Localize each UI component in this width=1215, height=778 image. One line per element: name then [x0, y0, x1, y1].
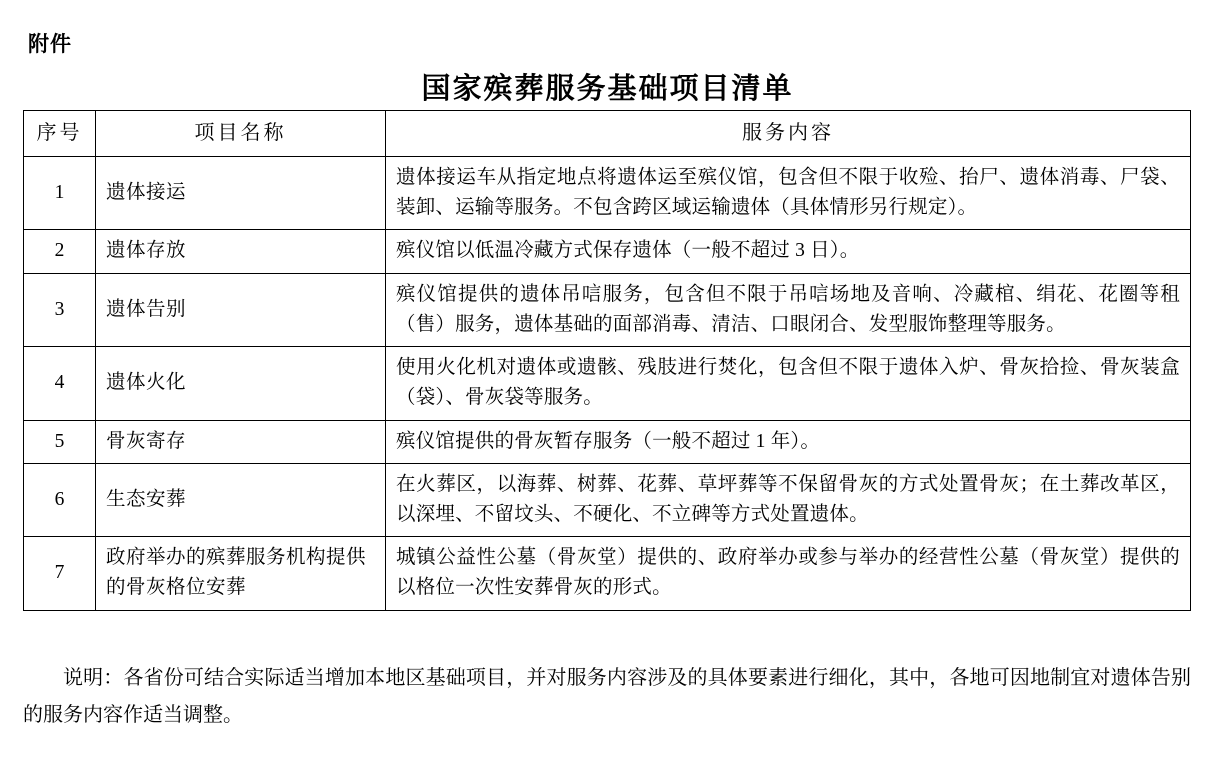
table-header-row: [24, 111, 1191, 157]
service-items-table: [23, 110, 1191, 611]
cell-no: 3: [24, 273, 96, 346]
page-title: 国家殡葬服务基础项目清单: [421, 73, 794, 105]
cell-name: 生态安葬: [96, 463, 386, 536]
cell-name: 遗体火化: [96, 347, 386, 420]
cell-desc: 殡仪馆提供的遗体吊唁服务，包含但不限于吊唁场地及音响、冷藏棺、绢花、花圈等租（售）服务，遗体基础的面部消毒、清洁、口眼闭合、发型服饰整理等服务。: [386, 273, 1191, 346]
table-row: [24, 230, 1191, 273]
cell-name: 遗体接运: [96, 157, 386, 230]
cell-name: 遗体告别: [96, 273, 386, 346]
table-row: [24, 420, 1191, 463]
cell-no: 6: [24, 463, 96, 536]
table-body: [24, 157, 1191, 611]
column-header-desc: 服务内容: [386, 111, 1191, 157]
column-header-no: 序号: [24, 111, 96, 157]
cell-no: 5: [24, 420, 96, 463]
cell-desc: 殡仪馆提供的骨灰暂存服务（一般不超过 1 年）。: [386, 420, 1191, 463]
cell-desc: 遗体接运车从指定地点将遗体运至殡仪馆，包含但不限于收殓、抬尸、遗体消毒、尸袋、装卸、运输等服务。不包含跨区域运输遗体（具体情形另行规定）。: [386, 157, 1191, 230]
table-row: [24, 347, 1191, 420]
table-header: [24, 111, 1191, 157]
cell-name: 政府举办的殡葬服务机构提供的骨灰格位安葬: [96, 537, 386, 610]
column-header-name: 项目名称: [96, 111, 386, 157]
cell-desc: 使用火化机对遗体或遗骸、残肢进行焚化，包含但不限于遗体入炉、骨灰拾捡、骨灰装盒（袋）、骨灰袋等服务。: [386, 347, 1191, 420]
cell-no: 2: [24, 230, 96, 273]
attachment-label: 附件: [28, 33, 72, 56]
table-row: [24, 463, 1191, 536]
cell-name: 遗体存放: [96, 230, 386, 273]
cell-desc: 在火葬区，以海葬、树葬、花葬、草坪葬等不保留骨灰的方式处置骨灰；在土葬改革区，以深埋、不留坟头、不硬化、不立碑等方式处置遗体。: [386, 463, 1191, 536]
table-row: [24, 157, 1191, 230]
cell-desc: 殡仪馆以低温冷藏方式保存遗体（一般不超过 3 日）。: [386, 230, 1191, 273]
table-row: [24, 273, 1191, 346]
cell-no: 1: [24, 157, 96, 230]
cell-name: 骨灰寄存: [96, 420, 386, 463]
cell-no: 7: [24, 537, 96, 610]
cell-no: 4: [24, 347, 96, 420]
table-note: 说明：各省份可结合实际适当增加本地区基础项目，并对服务内容涉及的具体要素进行细化，其中，各地可因地制宜对遗体告别的服务内容作适当调整。: [23, 667, 1191, 726]
cell-desc: 城镇公益性公墓（骨灰堂）提供的、政府举办或参与举办的经营性公墓（骨灰堂）提供的以格位一次性安葬骨灰的形式。: [386, 537, 1191, 610]
table-row: [24, 537, 1191, 610]
